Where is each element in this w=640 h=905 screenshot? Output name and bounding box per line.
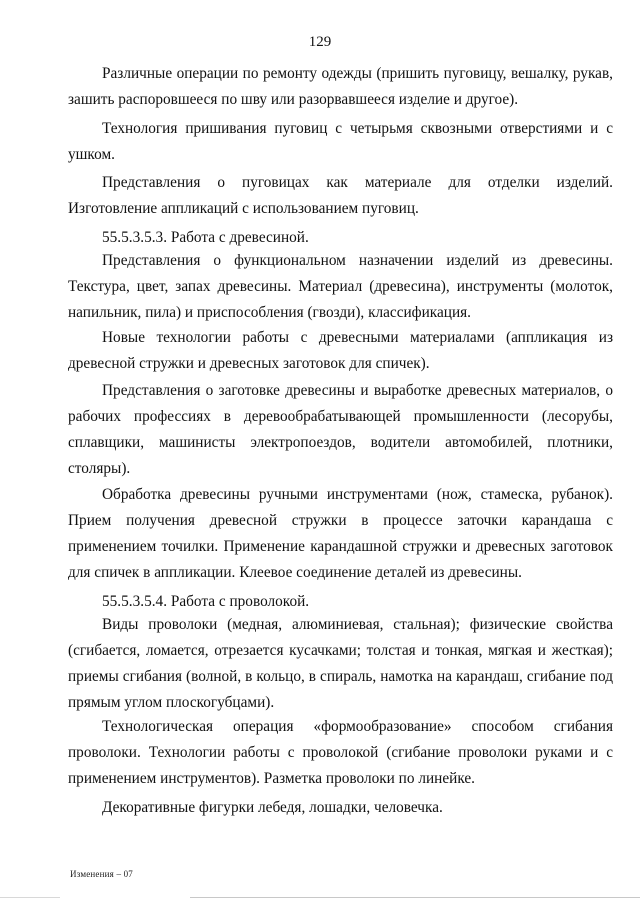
paragraph-wire-types: Виды проволоки (медная, алюминиевая, стальная); физические свойства (сгибается, ломается, отрезается кусачками; толстая и тонкая, мягкая и жесткая); приемы сгибания (волной, в кольцо, в спираль, намотка на карандаш, сгибание под прямым углом плоскогубцами). <box>68 616 613 711</box>
paragraph-decorative-figures: Декоративные фигурки лебедя, лошадки, человечка. <box>102 799 443 816</box>
paragraph-clothing-repair: Различные операции по ремонту одежды (пришить пуговицу, вешалку, рукав, зашить распоровшееся по шву или разорвавшееся изделие и другое). <box>68 65 613 108</box>
scan-edge-line-bottom <box>190 897 640 898</box>
paragraph-wood-processing: Обработка древесины ручными инструментами (нож, стамеска, рубанок). Прием получения древесной стружки в процессе заточки карандаша с применением точилки. Применение карандашной стружки и древесных заготовок для спичек в аппликации. Клеевое соединение деталей из древесины. <box>68 486 613 581</box>
footer-revision-note: Изменения – 07 <box>70 869 134 879</box>
paragraph-button-sewing: Технология пришивания пуговиц с четырьмя сквозными отверстиями и с ушком. <box>68 120 613 163</box>
paragraph-wood-purpose: Представления о функциональном назначении изделий из древесины. Текстура, цвет, запах древесины. Материал (древесина), инструменты (молоток, напильник, пила) и приспособления (гвозди), классификация. <box>68 252 613 321</box>
paragraph-wood-professions: Представления о заготовке древесины и выработке древесных материалов, о рабочих профессиях в деревообрабатывающей промышленности (лесорубы, сплавщики, машинисты электропоездов, водители автомобилей, плотники, столяры). <box>68 382 613 477</box>
page-number: 129 <box>308 34 332 50</box>
paragraph-wire-shaping: Технологическая операция «формообразование» способом сгибания проволоки. Технологии работы с проволокой (сгибание проволоки руками и с применением инструментов). Разметка проволоки по линейке. <box>68 718 613 787</box>
paragraph-button-decoration: Представления о пуговицах как материале для отделки изделий. Изготовление аппликаций с использованием пуговиц. <box>68 174 613 217</box>
section-heading-wire: 55.5.3.5.4. Работа с проволокой. <box>102 593 310 610</box>
section-heading-wood: 55.5.3.5.3. Работа с древесиной. <box>102 229 309 246</box>
paragraph-wood-technologies: Новые технологии работы с древесными материалами (аппликация из древесной стружки и древесных заготовок для спичек). <box>68 329 613 372</box>
scan-edge-line-left <box>0 897 60 898</box>
